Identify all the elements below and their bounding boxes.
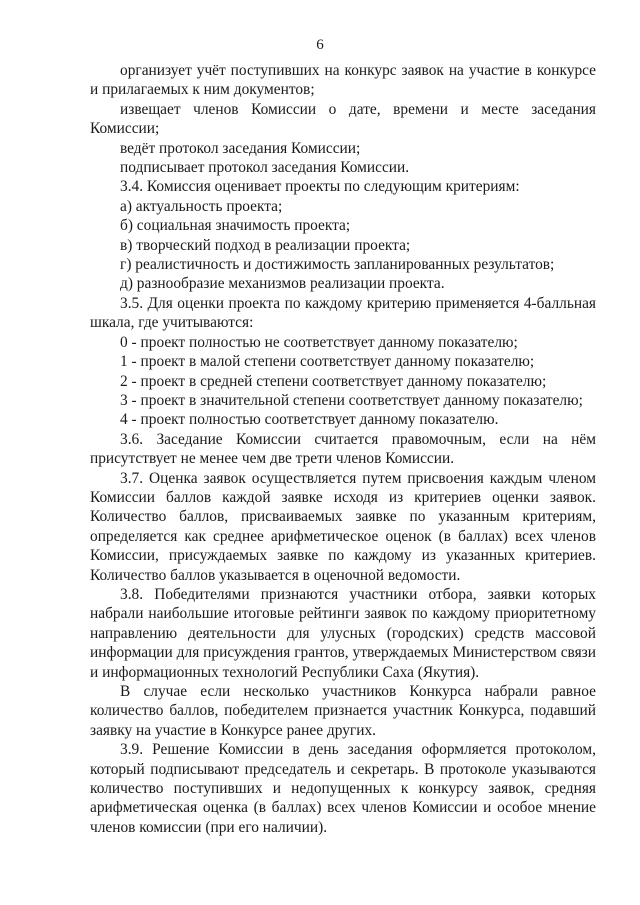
paragraph-3-9-decision: 3.9. Решение Комиссии в день заседания оформляется протоколом, который подписывают председатель и секретарь. В протоколе указываются количество поступивших и недопущенных к конкурсу заявок, средняя арифметическая оценка (в баллах) всех членов Комиссии и особое мнение членов комиссии (при его наличии). — [90, 741, 596, 836]
scale-item-4: 4 - проект полностью соответствует данному показателю. — [120, 411, 499, 429]
document-body — [90, 61, 596, 837]
scale-item-2: 2 - проект в средней степени соответствует данному показателю; — [120, 372, 547, 390]
paragraph-3-5-scale: 3.5. Для оценки проекта по каждому критерию применяется 4-балльная шкала, где учитываются: — [90, 294, 596, 332]
scale-item-3: 3 - проект в значительной степени соответствует данному показателю; — [120, 391, 583, 409]
paragraph-3-7-evaluation: 3.7. Оценка заявок осуществляется путем присвоения каждым членом Комиссии баллов каждой заявке исходя из критериев оценки заявок. Количество баллов, присваиваемых заявке по указанным критериям, определяется как среднее арифметическое оценок (в баллах) всех членов Комиссии, присуждаемых заявке по каждому из указанных критериев. Количество баллов указывается в оценочной ведомости. — [90, 469, 596, 584]
paragraph-equal-score: В случае если несколько участников Конкурса набрали равное количество баллов, победителем признается участник Конкурса, подавший заявку на участие в Конкурсе ранее других. — [90, 683, 596, 739]
criterion-a: а) актуальность проекта; — [120, 197, 283, 215]
paragraph-notifies-members: извещает членов Комиссии о дате, времени и месте заседания Комиссии; — [90, 100, 596, 138]
paragraph-organizes-registration: организует учёт поступивших на конкурс заявок на участие в конкурсе и прилагаемых к ним документов; — [90, 62, 596, 99]
criterion-c: в) творческий подход в реализации проекта; — [120, 236, 411, 254]
paragraph-3-8-winners: 3.8. Победителями признаются участники отбора, заявки которых набрали наибольшие итоговые рейтинги заявок по каждому приоритетному направлению деятельности для улусных (городских) средств массовой информации для присуждения грантов, утверждаемых Министерством связи и информационных технологий Республики Саха (Якутия). — [90, 585, 596, 681]
criterion-e: д) разнообразие механизмов реализации проекта. — [120, 275, 445, 293]
paragraph-signs-minutes: подписывает протокол заседания Комиссии. — [120, 159, 410, 177]
scale-item-0: 0 - проект полностью не соответствует данному показателю; — [120, 333, 518, 351]
scale-item-1: 1 - проект в малой степени соответствует данному показателю; — [120, 353, 535, 371]
page-number: 6 — [316, 37, 324, 53]
paragraph-keeps-minutes: ведёт протокол заседания Комиссии; — [120, 139, 361, 157]
paragraph-3-6-quorum: 3.6. Заседание Комиссии считается правомочным, если на нём присутствует не менее чем две трети членов Комиссии. — [90, 430, 596, 468]
criterion-d: г) реалистичность и достижимость запланированных результатов; — [120, 256, 555, 274]
criterion-b: б) социальная значимость проекта; — [120, 217, 351, 235]
paragraph-3-4-criteria: 3.4. Комиссия оценивает проекты по следующим критериям: — [120, 178, 520, 196]
